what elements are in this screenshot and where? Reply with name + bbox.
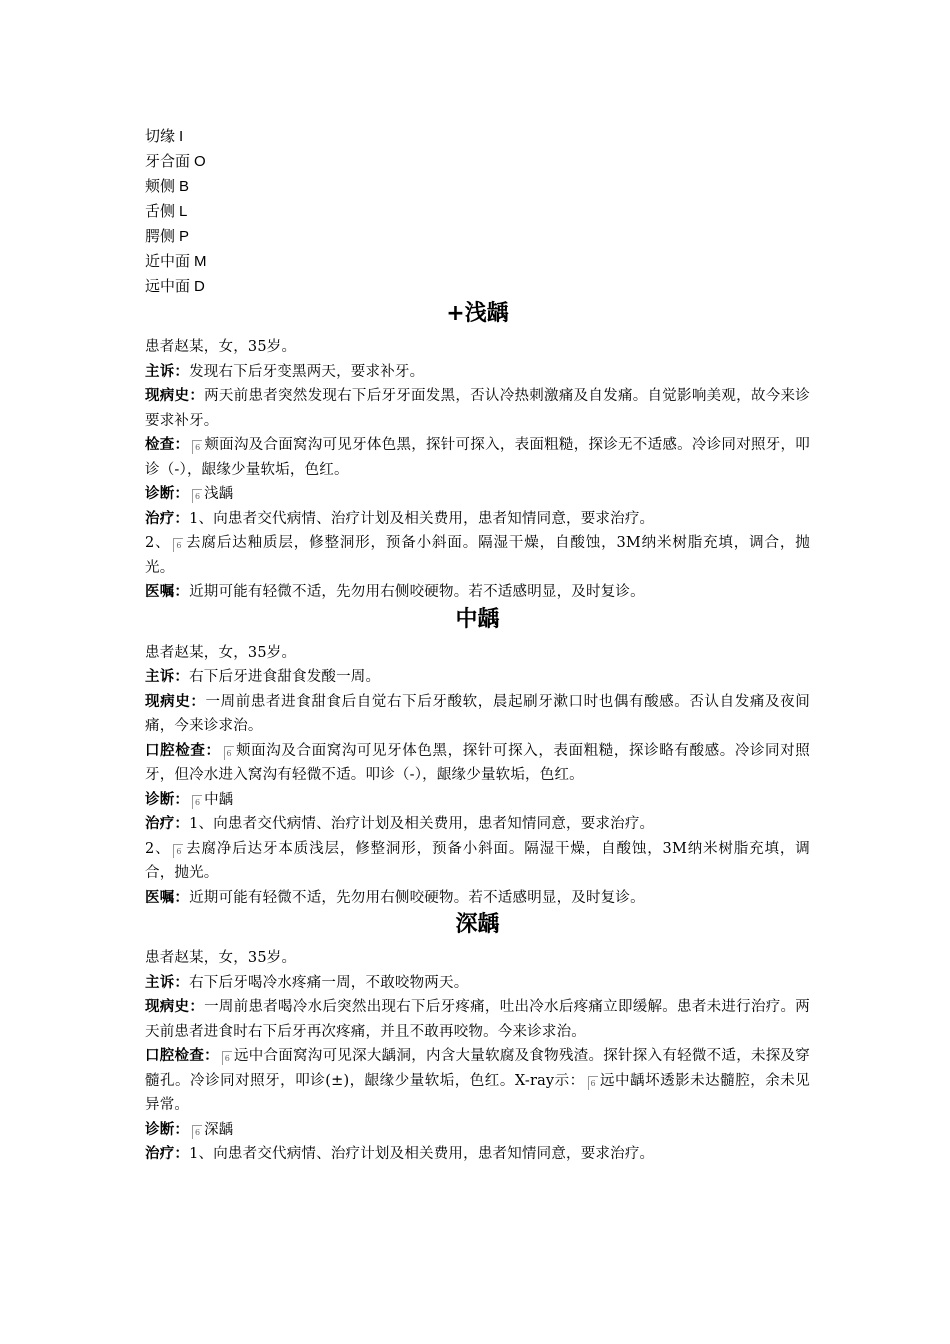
treatment-step-2: 2、 6 去腐净后达牙本质浅层，修整洞形，预备小斜面。隔湿干燥，自酸蚀，3M纳米树脂充填，调合，抛光。	[145, 840, 810, 881]
patient-info: 患者赵某，女，35岁。	[145, 644, 297, 661]
patient-info: 患者赵某，女，35岁。	[145, 339, 297, 355]
chief-complaint: 主诉：发现右下后牙变黑两天，要求补牙。	[145, 362, 425, 380]
present-history: 现病史：一周前患者进食甜食后自觉右下后牙酸软，晨起刷牙漱口时也偶有酸感。否认自发痛及夜间痛，今来诊求治。	[145, 692, 810, 734]
section-shallow-caries	[145, 299, 810, 605]
term-mesial: 近中面 M	[145, 252, 207, 270]
medical-advice: 医嘱：近期可能有轻微不适，先勿用右侧咬硬物。若不适感明显，及时复诊。	[145, 583, 645, 600]
tooth-position-mark: 6	[588, 1076, 598, 1090]
term-incisal: 切缘 I	[145, 127, 184, 145]
term-occlusal: 牙合面 O	[145, 152, 206, 170]
section-medium-caries	[145, 605, 810, 911]
section-title: 深龋	[455, 912, 500, 937]
treatment-step-1: 治疗：1、向患者交代病情、治疗计划及相关费用，患者知情同意，要求治疗。	[145, 815, 655, 832]
treatment-step-1: 治疗：1、向患者交代病情、治疗计划及相关费用，患者知情同意，要求治疗。	[145, 509, 655, 527]
present-history: 现病史：一周前患者喝冷水后突然出现右下后牙疼痛，吐出冷水后疼痛立即缓解。患者未进行治疗。两天前患者进食时右下后牙再次疼痛，并且不敢再咬物。今来诊求治。	[145, 998, 810, 1040]
section-title: +浅龋	[446, 301, 509, 326]
medical-advice: 医嘱：近期可能有轻微不适，先勿用右侧咬硬物。若不适感明显，及时复诊。	[145, 888, 645, 906]
document-page	[145, 124, 810, 1167]
diagnosis: 诊断： 6 中龋	[145, 790, 234, 808]
section-deep-caries	[145, 910, 810, 1167]
patient-info: 患者赵某，女，35岁。	[145, 950, 297, 966]
tooth-position-mark: 6	[192, 440, 202, 454]
tooth-position-mark: 6	[222, 1051, 232, 1065]
diagnosis: 诊断： 6 浅龋	[145, 485, 234, 502]
term-distal: 远中面 D	[145, 277, 205, 295]
chief-complaint: 主诉：右下后牙喝冷水疼痛一周，不敢咬物两天。	[145, 973, 469, 991]
tooth-position-mark: 6	[192, 795, 202, 809]
term-palatal: 腭侧 P	[145, 227, 190, 245]
surface-terms-list	[145, 124, 810, 299]
tooth-position-mark: 6	[173, 538, 183, 552]
term-lingual: 舌侧 L	[145, 202, 188, 220]
examination: 检查： 6 颊面沟及合面窝沟可见牙体色黑，探针可探入，表面粗糙，探诊无不适感。冷诊同对照牙，叩诊（-），龈缘少量软垢，色红。	[145, 436, 810, 478]
chief-complaint: 主诉：右下后牙进食甜食发酸一周。	[145, 668, 381, 685]
treatment-step-1: 治疗：1、向患者交代病情、治疗计划及相关费用，患者知情同意，要求治疗。	[145, 1145, 655, 1162]
present-history: 现病史：两天前患者突然发现右下后牙牙面发黑，否认冷热刺激痛及自发痛。自觉影响美观，故今来诊要求补牙。	[145, 387, 810, 429]
tooth-position-mark: 6	[192, 1125, 202, 1139]
diagnosis: 诊断： 6 深龋	[145, 1120, 234, 1138]
tooth-position-mark: 6	[192, 489, 202, 503]
section-title: 中龋	[455, 606, 500, 632]
tooth-position-mark: 6	[224, 746, 234, 760]
tooth-position-mark: 6	[173, 844, 183, 858]
examination: 口腔检查： 6 颊面沟及合面窝沟可见牙体色黑，探针可探入，表面粗糙，探诊略有酸感。冷诊同对照牙，但冷水进入窝沟有轻微不适。叩诊（-），龈缘少量软垢，色红。	[145, 741, 810, 783]
examination: 口腔检查： 6 远中合面窝沟可见深大龋洞，内含大量软腐及食物残渣。探针探入有轻微不适，未探及穿髓孔。冷诊同对照牙，叩诊(±)，龈缘少量软垢，色红。X-ray示： 6 远中龋坏透影未达髓腔，余未见异常。	[145, 1047, 810, 1113]
term-buccal: 颊侧 B	[145, 177, 190, 195]
treatment-step-2: 2、 6 去腐后达釉质层，修整洞形，预备小斜面。隔湿干燥，自酸蚀，3M纳米树脂充填，调合，抛光。	[145, 535, 810, 576]
